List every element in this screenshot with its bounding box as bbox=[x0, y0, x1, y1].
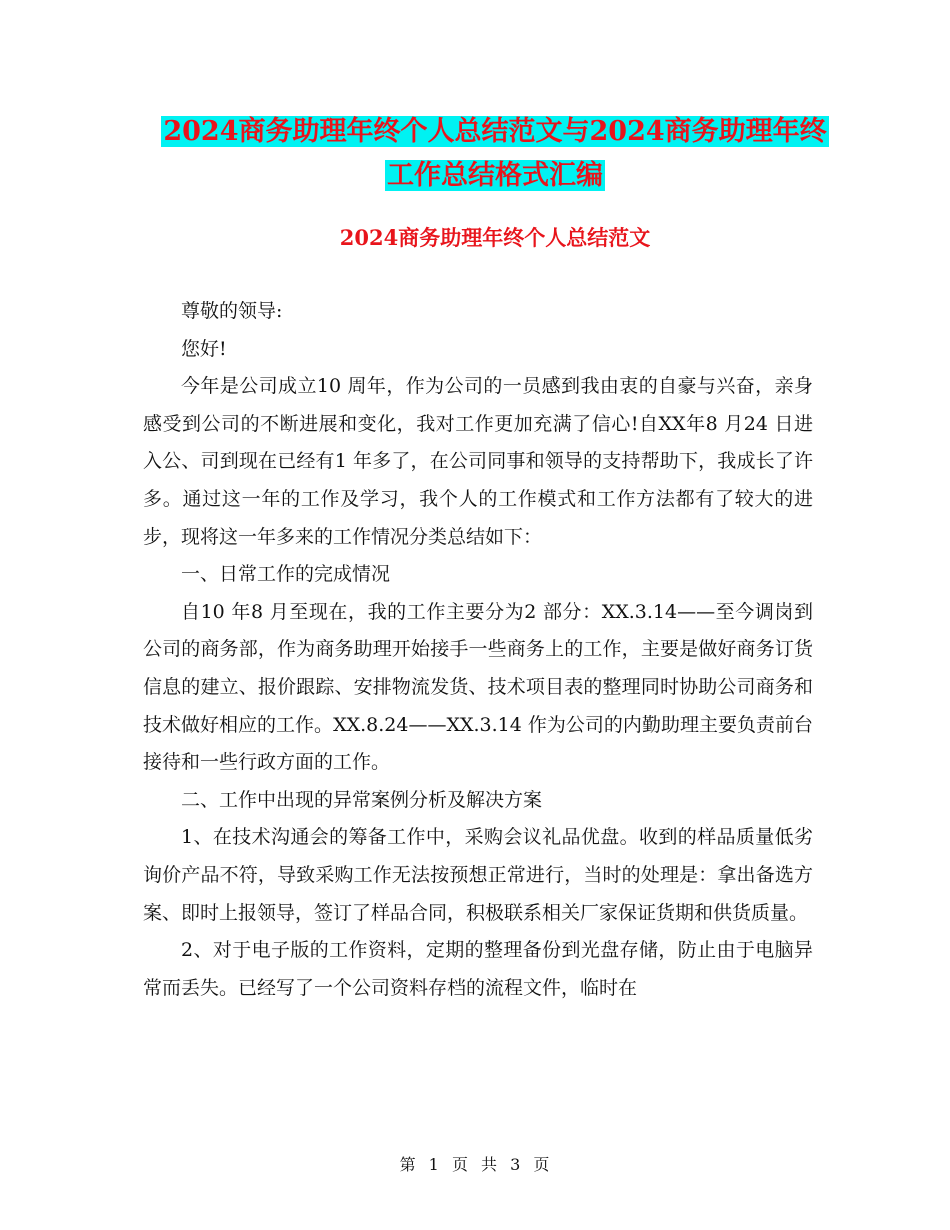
section-title: 2024商务助理年终个人总结范文 bbox=[339, 225, 651, 250]
intro-paragraph: 今年是公司成立10 周年，作为公司的一员感到我由衷的自豪与兴奋，亲身感受到公司的不断进展和变化，我对工作更加充满了信心!自XX年8 月24 日进入公、司到现在已经有1 年多了，在公司同事和领导的支持帮助下，我成长了许多。通过这一年的工作及学习，我个人的工作模式和工作方法都有了较大的进步，现将这一年多来的工作情况分类总结如下： bbox=[143, 375, 813, 548]
page-number-footer: 第 1 页 共 3 页 bbox=[399, 1155, 551, 1174]
document-body bbox=[143, 293, 813, 1007]
salutation: 尊敬的领导: bbox=[181, 300, 283, 322]
document-title-line-1: 2024商务助理年终个人总结范文与2024商务助理年终 bbox=[163, 116, 827, 147]
greeting: 您好! bbox=[181, 337, 227, 360]
heading-exceptions: 二、工作中出现的异常案例分析及解决方案 bbox=[181, 788, 543, 811]
paragraph-exception-2: 2、对于电子版的工作资料，定期的整理备份到光盘存储，防止由于电脑异常而丢失。已经写了一个公司资料存档的流程文件，临时在 bbox=[143, 939, 813, 999]
paragraph-exception-1: 1、在技术沟通会的筹备工作中，采购会议礼品优盘。收到的样品质量低劣询价产品不符，导致采购工作无法按预想正常进行，当时的处理是：拿出备选方案、即时上报领导，签订了样品合同，积极联系相关厂家保证货期和供货质量。 bbox=[143, 826, 813, 924]
paragraph-daily-work: 自10 年8 月至现在，我的工作主要分为2 部分：XX.3.14——至今调岗到公司的商务部，作为商务助理开始接手一些商务上的工作，主要是做好商务订货信息的建立、报价跟踪、安排物流发货、技术项目表的整理同时协助公司商务和技术做好相应的工作。XX.8.24——XX.3.14 作为公司的内勤助理主要负责前台接待和一些行政方面的工作。 bbox=[143, 600, 813, 774]
document-title-line-2: 工作总结格式汇编 bbox=[387, 160, 603, 191]
heading-daily-work: 一、日常工作的完成情况 bbox=[181, 563, 391, 586]
